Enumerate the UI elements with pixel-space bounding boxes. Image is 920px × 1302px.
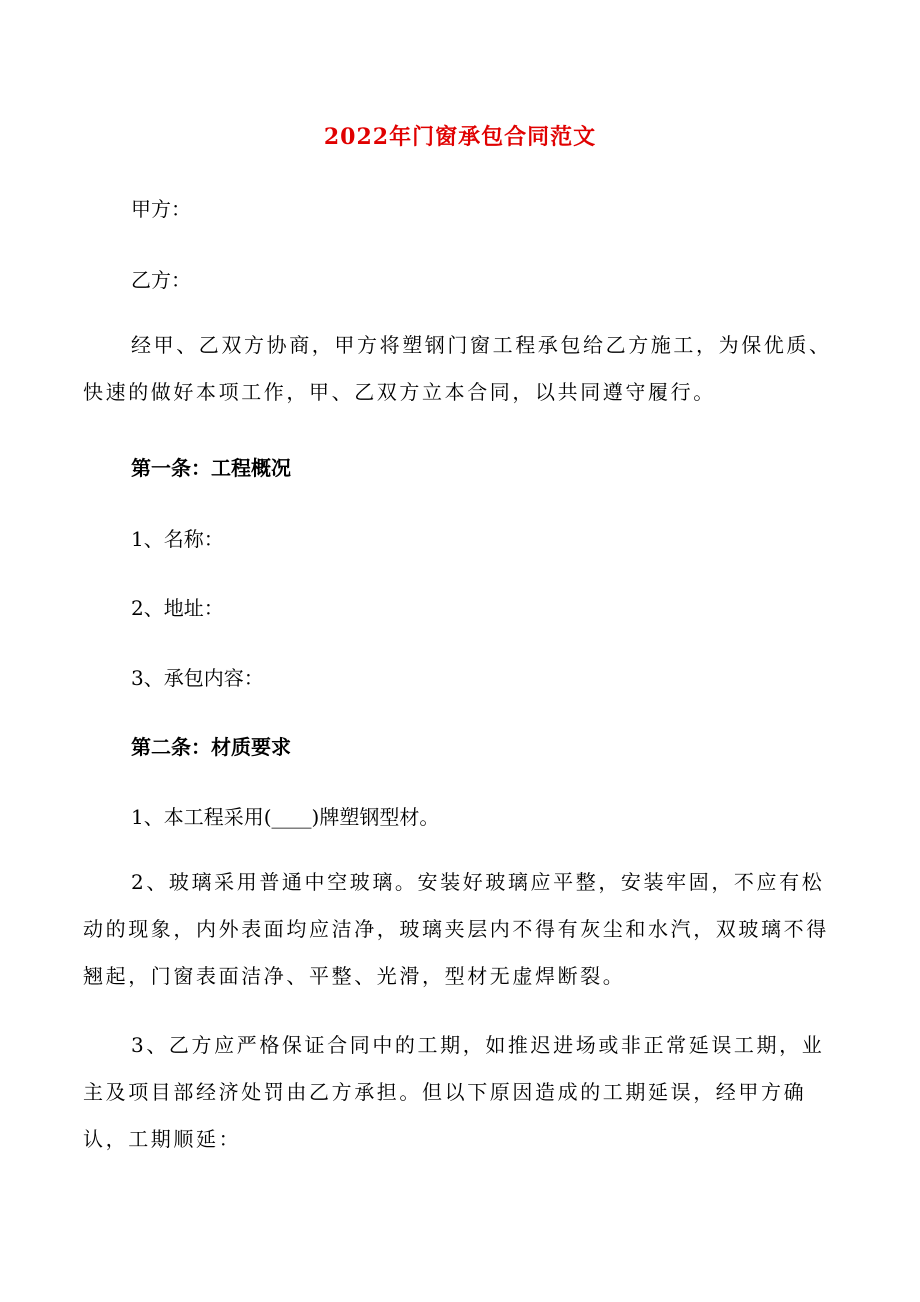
party-b-label: 乙方： bbox=[131, 268, 191, 292]
intro-paragraph: 经甲、乙双方协商，甲方将塑钢门窗工程承包给乙方施工，为保优质、快速的做好本项工作，甲、乙双方立本合同，以共同遵守履行。 bbox=[83, 333, 832, 404]
article1-item-scope: 3、承包内容： bbox=[131, 666, 264, 690]
article2-item-glass: 2、玻璃采用普通中空玻璃。安装好玻璃应平整，安装牢固，不应有松动的现象，内外表面均应洁净，玻璃夹层内不得有灰尘和水汽，双玻璃不得翘起，门窗表面洁净、平整、光滑，型材无虚焊断裂。 bbox=[83, 870, 829, 988]
article1-item-name: 1、名称： bbox=[131, 527, 224, 551]
document-title: 2022年门窗承包合同范文 bbox=[323, 124, 597, 150]
article1-item-address: 2、地址： bbox=[131, 596, 224, 620]
article2-item-schedule: 3、乙方应严格保证合同中的工期，如推迟进场或非正常延误工期，业主及项目部经济处罚由乙方承担。但以下原因造成的工期延误，经甲方确认，工期顺延： bbox=[83, 1033, 825, 1151]
article1-heading: 第一条：工程概况 bbox=[131, 456, 291, 480]
article2-heading: 第二条：材质要求 bbox=[131, 735, 291, 759]
article2-item-profile: 1、本工程采用(____)牌塑钢型材。 bbox=[131, 805, 440, 829]
party-a-label: 甲方： bbox=[131, 197, 191, 221]
